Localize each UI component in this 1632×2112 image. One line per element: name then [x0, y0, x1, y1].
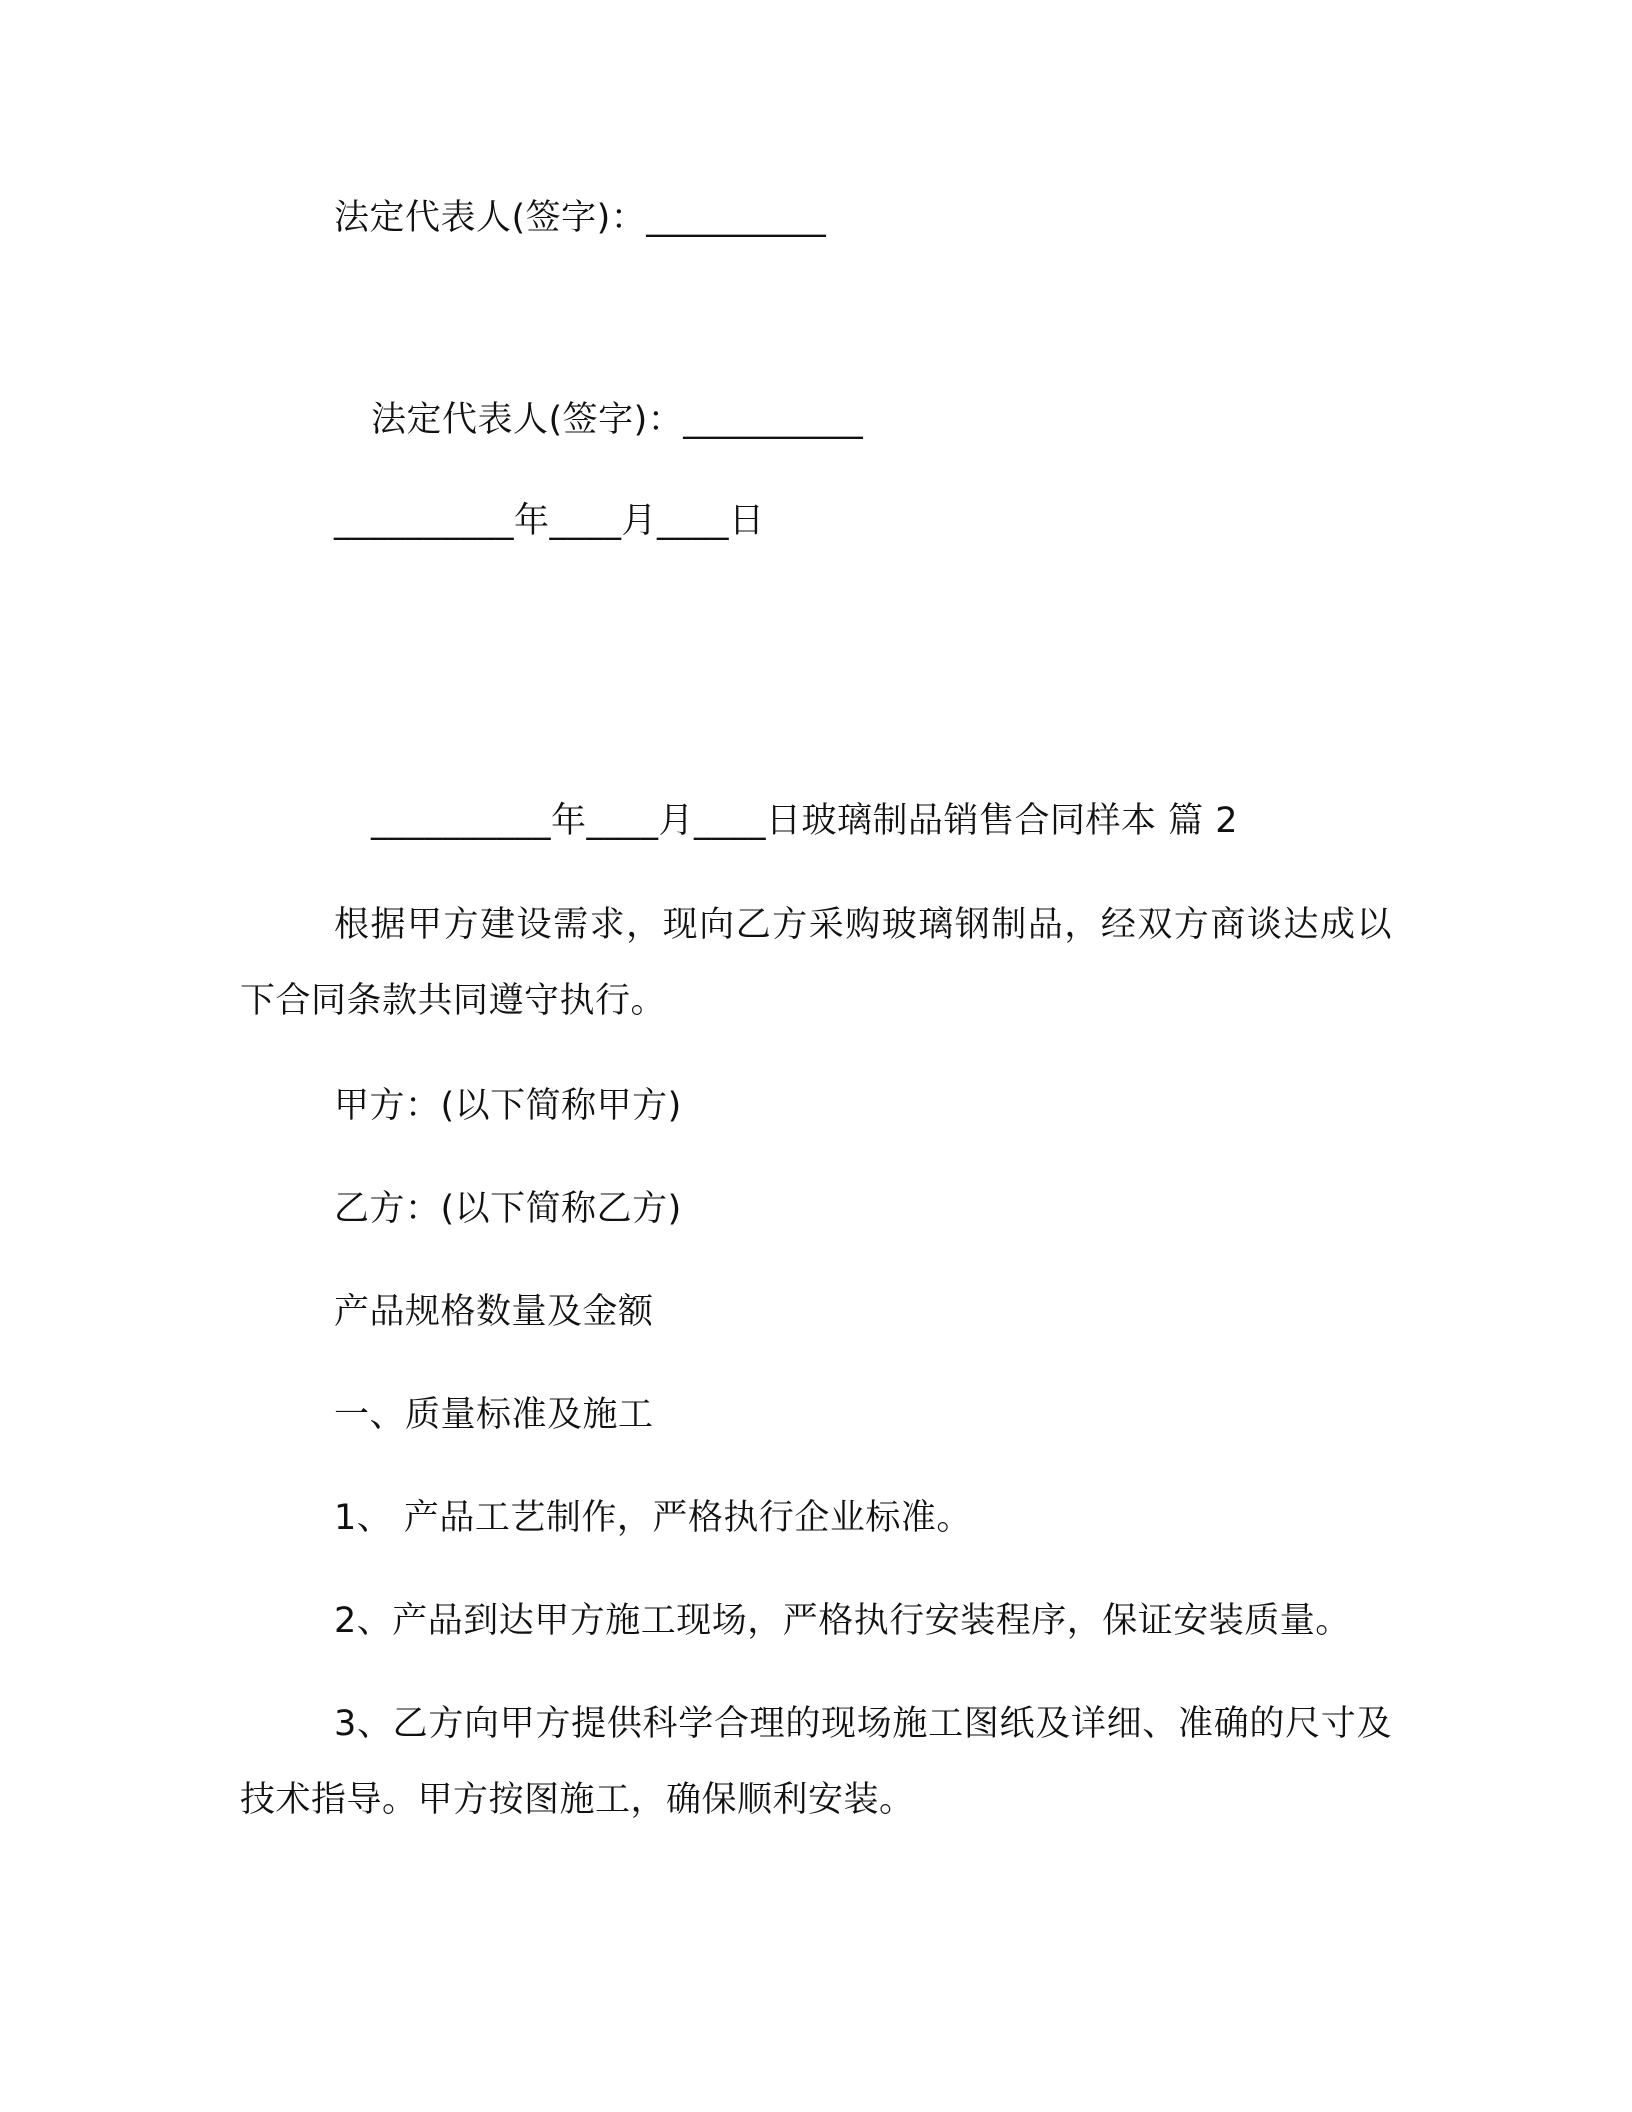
signature-line-legal-rep-2: 法定代表人(签字)：__________: [371, 400, 864, 440]
party-a-line: 甲方：(以下简称甲方): [334, 1086, 682, 1126]
list-item-1: 1、 产品工艺制作，严格执行企业标准。: [334, 1498, 972, 1538]
document-title: __________年____月____日玻璃制品销售合同样本 篇 2: [371, 801, 1239, 841]
date-line: __________年____月____日: [334, 501, 765, 541]
spec-heading: 产品规格数量及金额: [334, 1292, 654, 1332]
list-item-2: 2、产品到达甲方施工现场，严格执行安装程序，保证安装质量。: [334, 1601, 1351, 1641]
party-b-line: 乙方：(以下简称乙方): [334, 1189, 682, 1229]
section-heading-quality: 一、质量标准及施工: [334, 1395, 654, 1435]
list-item-3: 3、乙方向甲方提供科学合理的现场施工图纸及详细、准确的尺寸及技术指导。甲方按图施工，确保顺利安装。: [240, 1704, 1392, 1820]
signature-line-legal-rep-1: 法定代表人(签字)：__________: [334, 198, 827, 238]
intro-paragraph: 根据甲方建设需求，现向乙方采购玻璃钢制品，经双方商谈达成以下合同条款共同遵守执行。: [240, 905, 1392, 1021]
